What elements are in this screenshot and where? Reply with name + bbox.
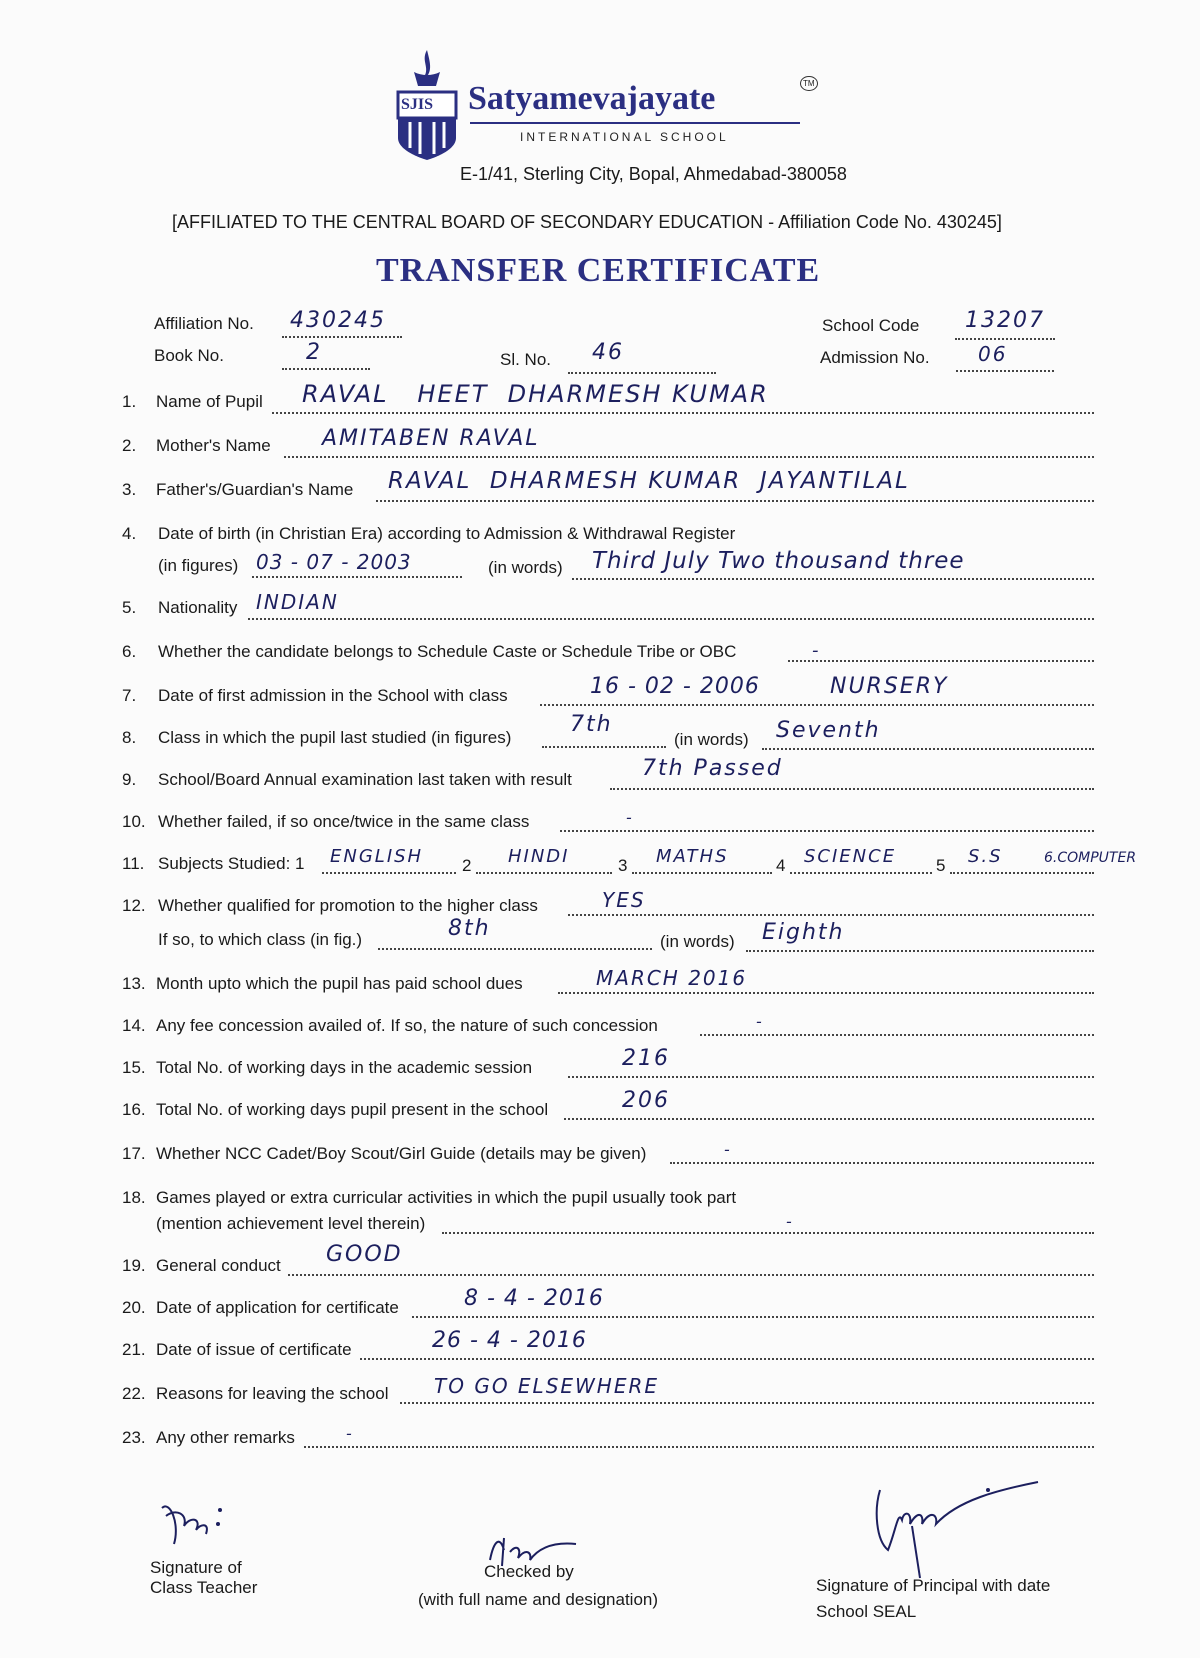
field-number: 14. [122,1016,146,1035]
mother-name-label: Mother's Name [156,436,271,455]
field-number: 5. [122,598,137,617]
category-label: Whether the candidate belongs to Schedule Caste or Schedule Tribe or OBC [158,642,737,661]
promotion-words-label: (in words) [660,932,735,951]
promotion-label: Whether qualified for promotion to the higher class [158,896,538,915]
pupil-name-value: RAVAL HEET DHARMESH KUMAR [302,380,769,408]
admission-label: Admission No. [820,348,930,367]
principal-label: Signature of Principal with date [816,1576,1051,1595]
dob-figures-value: 03 - 07 - 2003 [256,550,412,574]
pupil-name-label: Name of Pupil [156,392,263,411]
application-date-label: Date of application for certificate [156,1298,399,1317]
subject-4-value: SCIENCE [804,846,897,867]
issue-date-value: 26 - 4 - 2016 [432,1328,587,1353]
nationality-value: INDIAN [256,590,339,614]
ncc-value: - [724,1140,732,1159]
last-class-words-value: Seventh [776,718,881,743]
sl-label: Sl. No. [500,350,552,369]
subject-3-value: MATHS [656,846,729,867]
remarks-label: Any other remarks [156,1428,295,1447]
field-number: 15. [122,1058,146,1077]
failed-label: Whether failed, if so once/twice in the same class [158,812,530,831]
application-date-value: 8 - 4 - 2016 [464,1286,604,1311]
dob-words-label: (in words) [488,558,563,577]
exam-result-label: School/Board Annual examination last taken with result [158,770,572,789]
last-class-words-label: (in words) [674,730,749,749]
mother-name-value: AMITABEN RAVAL [322,426,540,451]
logo-initials: SJIS [401,96,434,113]
activities-value: - [786,1212,794,1231]
concession-value: - [756,1012,764,1031]
promotion-class-value: 8th [448,916,491,941]
activities-label-2: (mention achievement level therein) [156,1214,426,1233]
logo-underline [470,122,800,124]
field-number: 8. [122,728,137,747]
school-subtitle: INTERNATIONAL SCHOOL [520,130,729,144]
field-number: 22. [122,1384,146,1403]
remarks-value: - [346,1424,354,1443]
working-days-value: 216 [622,1046,670,1071]
issue-date-label: Date of issue of certificate [156,1340,352,1359]
field-number: 20. [122,1298,146,1317]
field-number: 7. [122,686,137,705]
field-number: 13. [122,974,146,993]
field-number: 10. [122,812,146,831]
field-number: 4. [122,524,137,543]
exam-result-value: 7th Passed [642,756,783,781]
promotion-value: YES [602,888,646,912]
first-admission-date-value: 16 - 02 - 2006 [590,674,760,699]
first-admission-label: Date of first admission in the School with class [158,686,508,705]
promotion-class-label: If so, to which class (in fig.) [158,930,363,949]
subject-5-number: 5 [936,856,946,875]
dues-value: MARCH 2016 [596,966,748,990]
working-days-label: Total No. of working days in the academic session [156,1058,533,1077]
dob-label: Date of birth (in Christian Era) according to Admission & Withdrawal Register [158,524,736,543]
school-name: Satyamevajayate [468,80,716,117]
leaving-reason-value: TO GO ELSEWHERE [434,1374,660,1398]
subject-2-value: HINDI [508,846,570,867]
category-value: - [812,640,821,661]
class-teacher-signature [156,1494,246,1559]
ncc-label: Whether NCC Cadet/Boy Scout/Girl Guide (details may be given) [156,1144,647,1163]
subject-4-number: 4 [776,856,786,875]
trademark-mark: TM [800,76,818,91]
failed-value: - [626,808,634,827]
page-title: TRANSFER CERTIFICATE [376,252,821,289]
dob-words-value: Third July Two thousand three [592,548,965,574]
school-code-label: School Code [822,316,920,335]
activities-label: Games played or extra curricular activities in which the pupil usually took part [156,1188,737,1207]
field-number: 2. [122,436,137,455]
class-teacher-label-line2: Class Teacher [150,1578,258,1597]
field-number: 19. [122,1256,146,1275]
field-number: 16. [122,1100,146,1119]
field-number: 17. [122,1144,146,1163]
sl-value: 46 [592,340,624,365]
principal-sublabel: School SEAL [816,1602,917,1621]
school-code-value: 13207 [965,308,1045,333]
field-number: 9. [122,770,137,789]
nationality-label: Nationality [158,598,238,617]
affiliation-value: 430245 [290,308,386,333]
checked-by-label: Checked by [484,1562,574,1581]
affiliation-label: Affiliation No. [154,314,254,333]
conduct-value: GOOD [326,1242,403,1267]
principal-signature [868,1470,1048,1585]
subjects-label: Subjects Studied: 1 [158,854,305,873]
father-name-label: Father's/Guardian's Name [156,480,354,499]
field-number: 18. [122,1188,146,1207]
last-class-label: Class in which the pupil last studied (in figures) [158,728,512,747]
field-number: 6. [122,642,137,661]
subject-5-value: S.S [968,846,1003,867]
first-admission-class-value: NURSERY [830,674,949,699]
field-number: 11. [122,854,145,873]
field-number: 12. [122,896,146,915]
last-class-value: 7th [570,712,613,737]
subject-2-number: 2 [462,856,472,875]
book-value: 2 [306,340,322,365]
subject-3-number: 3 [618,856,628,875]
leaving-reason-label: Reasons for leaving the school [156,1384,389,1403]
days-present-value: 206 [622,1088,670,1113]
class-teacher-label [150,1558,257,1598]
father-name-value: RAVAL DHARMESH KUMAR JAYANTILAL [388,468,910,494]
dob-figures-label: (in figures) [158,556,239,575]
field-number: 1. [122,392,137,411]
subject-6-value: 6.COMPUTER [1044,850,1137,866]
promotion-words-value: Eighth [762,920,845,945]
field-number: 23. [122,1428,146,1447]
days-present-label: Total No. of working days pupil present in the school [156,1100,549,1119]
concession-label: Any fee concession availed of. If so, the nature of such concession [156,1016,658,1035]
subject-1-value: ENGLISH [330,846,424,867]
field-number: 21. [122,1340,146,1359]
class-teacher-label-line1: Signature of [150,1558,242,1577]
admission-value: 06 [978,342,1008,366]
book-label: Book No. [154,346,224,365]
dues-label: Month upto which the pupil has paid school dues [156,974,523,993]
conduct-label: General conduct [156,1256,281,1275]
school-address: E-1/41, Sterling City, Bopal, Ahmedabad-380058 [460,164,847,184]
affiliation-line: [AFFILIATED TO THE CENTRAL BOARD OF SECONDARY EDUCATION - Affiliation Code No. 430245] [172,212,1002,232]
checked-by-sublabel: (with full name and designation) [418,1590,659,1609]
field-number: 3. [122,480,137,499]
